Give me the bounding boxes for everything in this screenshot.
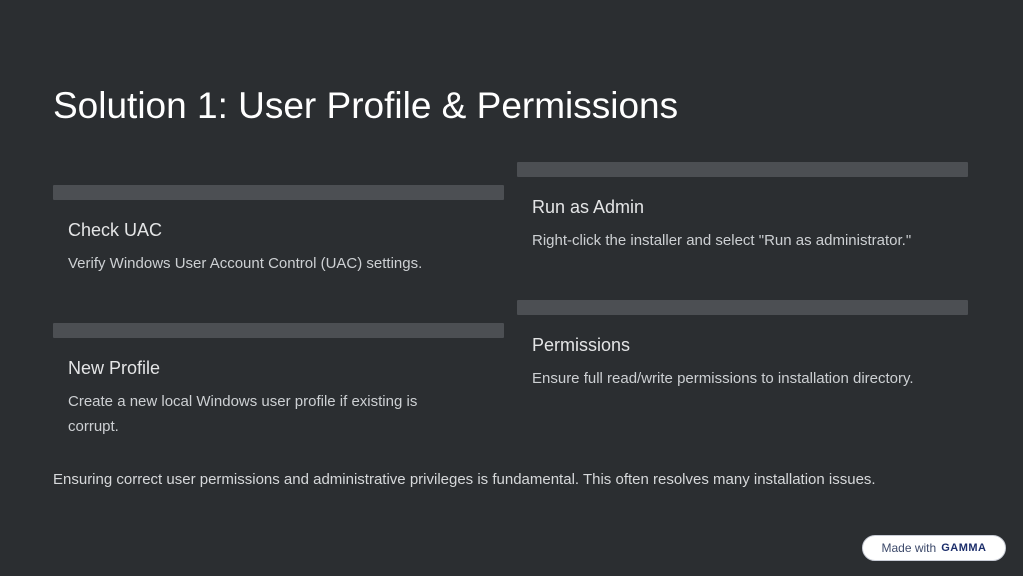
card-heading: Run as Admin (532, 197, 645, 217)
summary-text: Ensuring correct user permissions and administrative privileges is fundamental. This often resolves many installation issues. (53, 471, 876, 488)
badge-prefix: Made with (881, 541, 937, 555)
card-description: Create a new local Windows user profile if existing is corrupt. (68, 393, 418, 435)
card-accent-bar (53, 185, 504, 200)
slide-title: Solution 1: User Profile & Permissions (53, 85, 679, 126)
card-heading: Check UAC (68, 220, 163, 240)
card-new-profile (53, 323, 504, 439)
card-check-uac (53, 185, 504, 276)
card-heading: New Profile (68, 358, 161, 378)
card-accent-bar (517, 162, 968, 177)
card-permissions (517, 300, 968, 391)
card-description: Right-click the installer and select "Run as administrator." (532, 232, 912, 249)
gamma-logo: GAMMA (941, 542, 987, 554)
card-accent-bar (517, 300, 968, 315)
card-description: Verify Windows User Account Control (UAC) settings. (68, 255, 423, 272)
made-with-gamma-badge[interactable] (862, 535, 1006, 561)
card-accent-bar (53, 323, 504, 338)
card-run-as-admin (517, 162, 968, 253)
card-description: Ensure full read/write permissions to installation directory. (532, 370, 914, 387)
card-heading: Permissions (532, 335, 631, 355)
